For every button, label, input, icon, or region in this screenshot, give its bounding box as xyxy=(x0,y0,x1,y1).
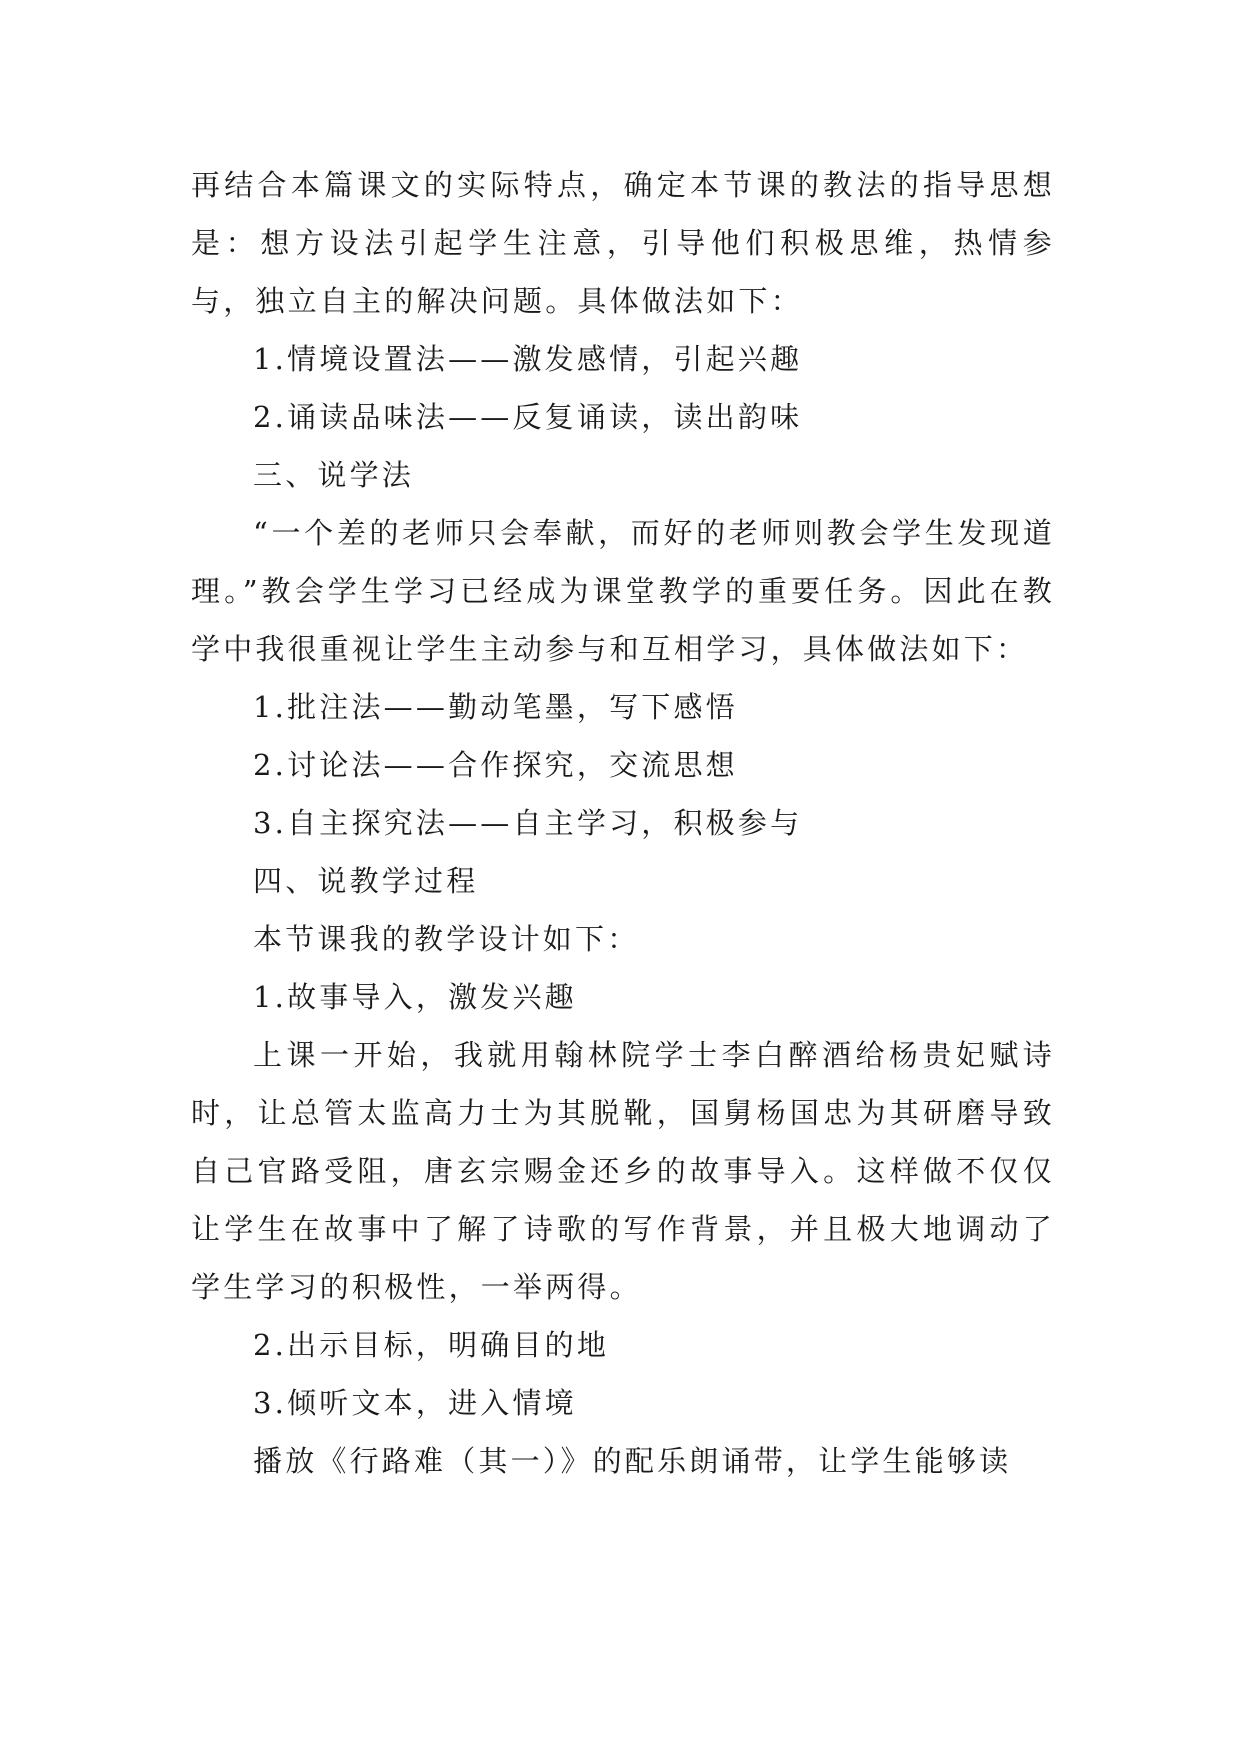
paragraph-step-1-story: 1.故事导入，激发兴趣 xyxy=(253,980,577,1014)
paragraph-step-2-objectives: 2.出示目标，明确目的地 xyxy=(253,1328,610,1362)
paragraph-story-description: 上课一开始，我就用翰林院学士李白醉酒给杨贵妃赋诗时，让总管太监高力士为其脱靴，国舅杨国忠为其研磨导致自己官路受阻，唐玄宗赐金还乡的故事导入。这样做不仅仅让学生在故事中了解了诗歌的写作背景，并且极大地调动了学生学习的积极性，一举两得。 xyxy=(191,1038,1055,1304)
paragraph-learning-1-annotation: 1.批注法——勤动笔墨，写下感悟 xyxy=(253,690,738,724)
paragraph-design-intro: 本节课我的教学设计如下： xyxy=(253,922,640,956)
document-page xyxy=(191,156,1055,1490)
paragraph-learning-method-intro: “一个差的老师只会奉献，而好的老师则教会学生发现道理。”教会学生学习已经成为课堂教学的重要任务。因此在教学中我很重视让学生主动参与和互相学习，具体做法如下： xyxy=(191,516,1055,666)
paragraph-method-1-scenario: 1.情境设置法——激发感情，引起兴趣 xyxy=(253,342,803,376)
paragraph-learning-3-self-study: 3.自主探究法——自主学习，积极参与 xyxy=(253,806,803,840)
paragraph-method-2-recitation: 2.诵读品味法——反复诵读，读出韵味 xyxy=(253,400,803,434)
section-heading-learning-method: 三、说学法 xyxy=(253,458,415,492)
paragraph-teaching-method-guideline: 再结合本篇课文的实际特点，确定本节课的教法的指导思想是：想方设法引起学生注意，引导他们积极思维，热情参与，独立自主的解决问题。具体做法如下： xyxy=(191,168,1055,318)
paragraph-learning-2-discussion: 2.讨论法——合作探究，交流思想 xyxy=(253,748,738,782)
paragraph-recitation-playback: 播放《行路难（其一）》的配乐朗诵带，让学生能够读 xyxy=(253,1444,1012,1478)
section-heading-teaching-process: 四、说教学过程 xyxy=(253,864,479,898)
paragraph-step-3-listening: 3.倾听文本，进入情境 xyxy=(253,1386,577,1420)
